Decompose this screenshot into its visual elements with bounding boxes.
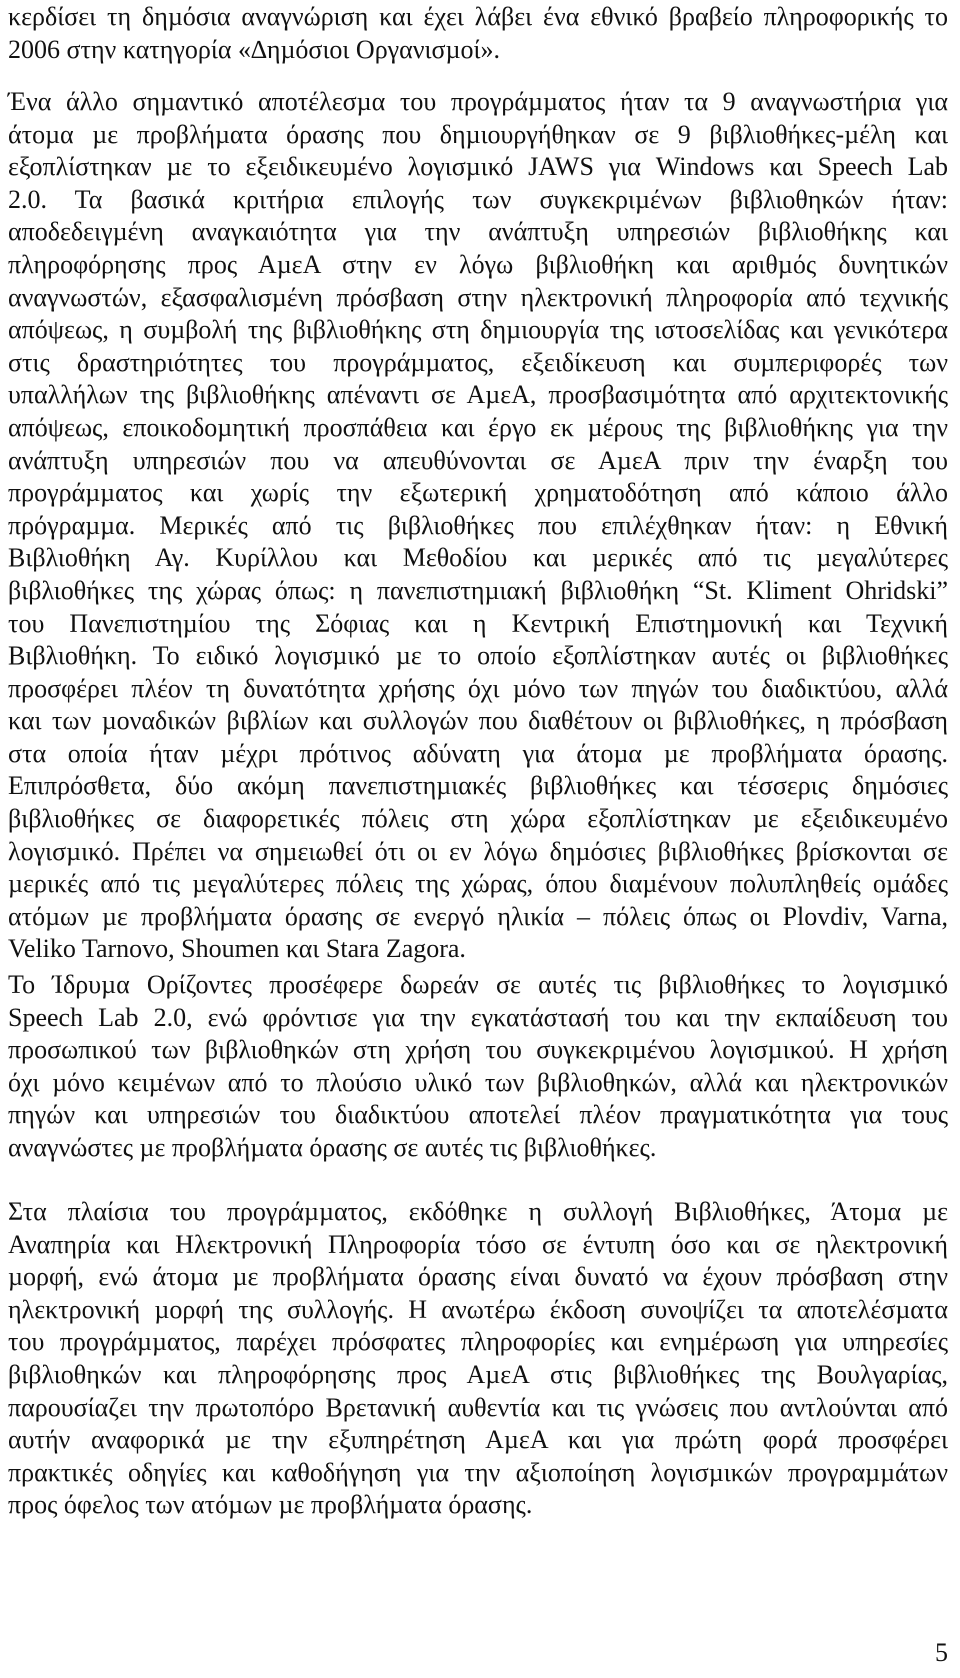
text-line: Επιπρόσθετα, δύο ακόµη πανεπιστηµιακές βιβλιοθήκες και τέσσερις δηµόσιες [8, 771, 948, 801]
text-line: κερδίσει τη δηµόσια αναγνώριση και έχει λάβει ένα εθνικό βραβείο πληροφορικής το [8, 2, 948, 31]
text-line: αυτήν αναφορικά µε την εξυπηρέτηση ΑµεΑ και για πρώτη φορά προσφέρει [8, 1425, 948, 1455]
paragraph-4 [8, 1196, 948, 1522]
text-line: παρουσίαζει την πρωτοπόρο Βρετανική αυθεντία και τις γνώσεις που αντλούνται από [8, 1392, 948, 1422]
text-line: Speech Lab 2.0, ενώ φρόντισε για την εγκατάστασή του και την εκπαίδευση του [8, 1002, 948, 1032]
paragraph-3 [8, 969, 948, 1165]
text-line: λογισµικό. Πρέπει να σηµειωθεί ότι οι εν λόγω δηµόσιες βιβλιοθήκες βρίσκονται σε [8, 836, 948, 866]
text-line: Στα πλαίσια του προγράµµατος, εκδόθηκε η συλλογή Βιβλιοθήκες, Άτοµα µε [8, 1197, 948, 1226]
text-line: του Πανεπιστηµίου της Σόφιας και η Κεντρική Επιστηµονική και Τεχνική [8, 608, 948, 638]
text-line: Βιβλιοθήκη. Το ειδικό λογισµικό µε το οποίο εξοπλίστηκαν αυτές οι βιβλιοθήκες [8, 641, 948, 671]
text-line: Veliko Tarnovo, Shoumen και Stara Zagora. [8, 934, 466, 964]
text-line: πρόγραµµα. Μερικές από τις βιβλιοθήκες που επιλέχθηκαν ήταν: η Εθνική [8, 510, 948, 540]
text-line: βιβλιοθήκες της χώρας όπως: η πανεπιστηµιακή βιβλιοθήκη “St. Kliment Ohridski” [8, 575, 948, 605]
text-line: προσφέρει πλέον τη δυνατότητα χρήσης όχι µόνο των πηγών του διαδικτύου, αλλά [8, 673, 948, 703]
text-line: Βιβλιοθήκη Αγ. Κυρίλλου και Μεθοδίου και µερικές από τις µεγαλύτερες [8, 543, 948, 573]
text-line: µερικές από τις µεγαλύτερες πόλεις της χώρας, όπου διαµένουν πολυπληθείς οµάδες [8, 869, 948, 899]
text-line: 2006 στην κατηγορία «∆ηµόσιοι Οργανισµοί». [8, 34, 501, 64]
text-line: πηγών και υπηρεσιών του διαδικτύου αποτελεί πλέον πραγµατικότητα για τους [8, 1100, 948, 1130]
text-line: υπαλλήλων της βιβλιοθήκης απέναντι σε ΑµεΑ, προσβασιµότητα από αρχιτεκτονικής [8, 380, 948, 410]
paragraph-2 [8, 86, 948, 966]
text-line: ατόµων µε προβλήµατα όρασης σε ενεργό ηλικία – πόλεις όπως οι Plovdiv, Varna, [8, 901, 948, 931]
text-line: ανάπτυξη υπηρεσιών που να απευθύνονται σε ΑµεΑ πριν την έναρξη του [8, 445, 948, 475]
paragraph-1 [8, 1, 948, 66]
text-line: απόψεως, η συµβολή της βιβλιοθήκης στη δηµιουργία της ιστοσελίδας και γενικότερα [8, 315, 948, 345]
text-line: πληροφόρησης προς ΑµεΑ στην εν λόγω βιβλιοθήκη και αριθµός δυνητικών [8, 249, 948, 279]
text-line: Αναπηρία και Ηλεκτρονική Πληροφορία τόσο σε έντυπη όσο και σε ηλεκτρονική [8, 1229, 948, 1259]
text-line: στις δραστηριότητες του προγράµµατος, εξειδίκευση και συµπεριφορές των [8, 347, 948, 377]
text-line: αναγνωστών, εξασφαλισµένη πρόσβαση στην ηλεκτρονική πληροφορία από τεχνικής [8, 282, 948, 312]
text-line: άτοµα µε προβλήµατα όρασης που δηµιουργήθηκαν σε 9 βιβλιοθήκες-µέλη και [8, 119, 948, 149]
text-line: βιβλιοθήκες σε διαφορετικές πόλεις στη χώρα εξοπλίστηκαν µε εξειδικευµένο [8, 804, 948, 834]
text-line: και των µοναδικών βιβλίων και συλλογών που διαθέτουν οι βιβλιοθήκες, η πρόσβαση [8, 706, 948, 736]
text-line: αναγνώστες µε προβλήµατα όρασης σε αυτές τις βιβλιοθήκες. [8, 1132, 657, 1162]
text-line: του προγράµµατος, παρέχει πρόσφατες πληροφορίες και ενηµέρωση για υπηρεσίες [8, 1327, 948, 1357]
text-line: 2.0. Τα βασικά κριτήρια επιλογής των συγκεκριµένων βιβλιοθηκών ήταν: [8, 184, 948, 214]
text-line: αποδεδειγµένη αναγκαιότητα για την ανάπτυξη υπηρεσιών βιβλιοθήκης και [8, 217, 948, 247]
text-line: εξοπλίστηκαν µε το εξειδικευµένο λογισµικό JAWS για Windows και Speech Lab [8, 152, 948, 182]
page-number: 5 [935, 1638, 948, 1667]
text-line: Ένα άλλο σηµαντικό αποτέλεσµα του προγράµµατος ήταν τα 9 αναγνωστήρια για [8, 87, 948, 116]
text-line: µορφή, ενώ άτοµα µε προβλήµατα όρασης είναι δυνατό να έχουν πρόσβαση στην [8, 1262, 948, 1292]
text-line: απόψεως, εποικοδοµητική προσπάθεια και έργο εκ µέρους της βιβλιοθήκης για την [8, 412, 948, 442]
text-line: βιβλιοθηκών και πληροφόρησης προς ΑµεΑ στις βιβλιοθήκες της Βουλγαρίας, [8, 1359, 948, 1389]
text-line: όχι µόνο κειµένων από το πλούσιο υλικό των βιβλιοθηκών, αλλά και ηλεκτρονικών [8, 1067, 948, 1097]
text-line: προγράµµατος και χωρίς την εξωτερική χρηµατοδότηση από κάποιο άλλο [8, 478, 948, 508]
text-line: προς όφελος των ατόµων µε προβλήµατα όρασης. [8, 1490, 533, 1520]
text-line: ηλεκτρονική µορφή της συλλογής. Η ανωτέρω έκδοση συνοψίζει τα αποτελέσµατα [8, 1294, 948, 1324]
text-line: πρακτικές οδηγίες και καθοδήγηση για την αξιοποίηση λογισµικών προγραµµάτων [8, 1457, 948, 1487]
text-line: στα οποία ήταν µέχρι πρότινος αδύνατη για άτοµα µε προβλήµατα όρασης. [8, 738, 948, 768]
text-line: προσωπικού των βιβλιοθηκών στη χρήση του συγκεκριµένου λογισµικού. Η χρήση [8, 1035, 948, 1065]
text-line: Το Ίδρυµα Ορίζοντες προσέφερε δωρεάν σε αυτές τις βιβλιοθήκες το λογισµικό [8, 970, 948, 999]
